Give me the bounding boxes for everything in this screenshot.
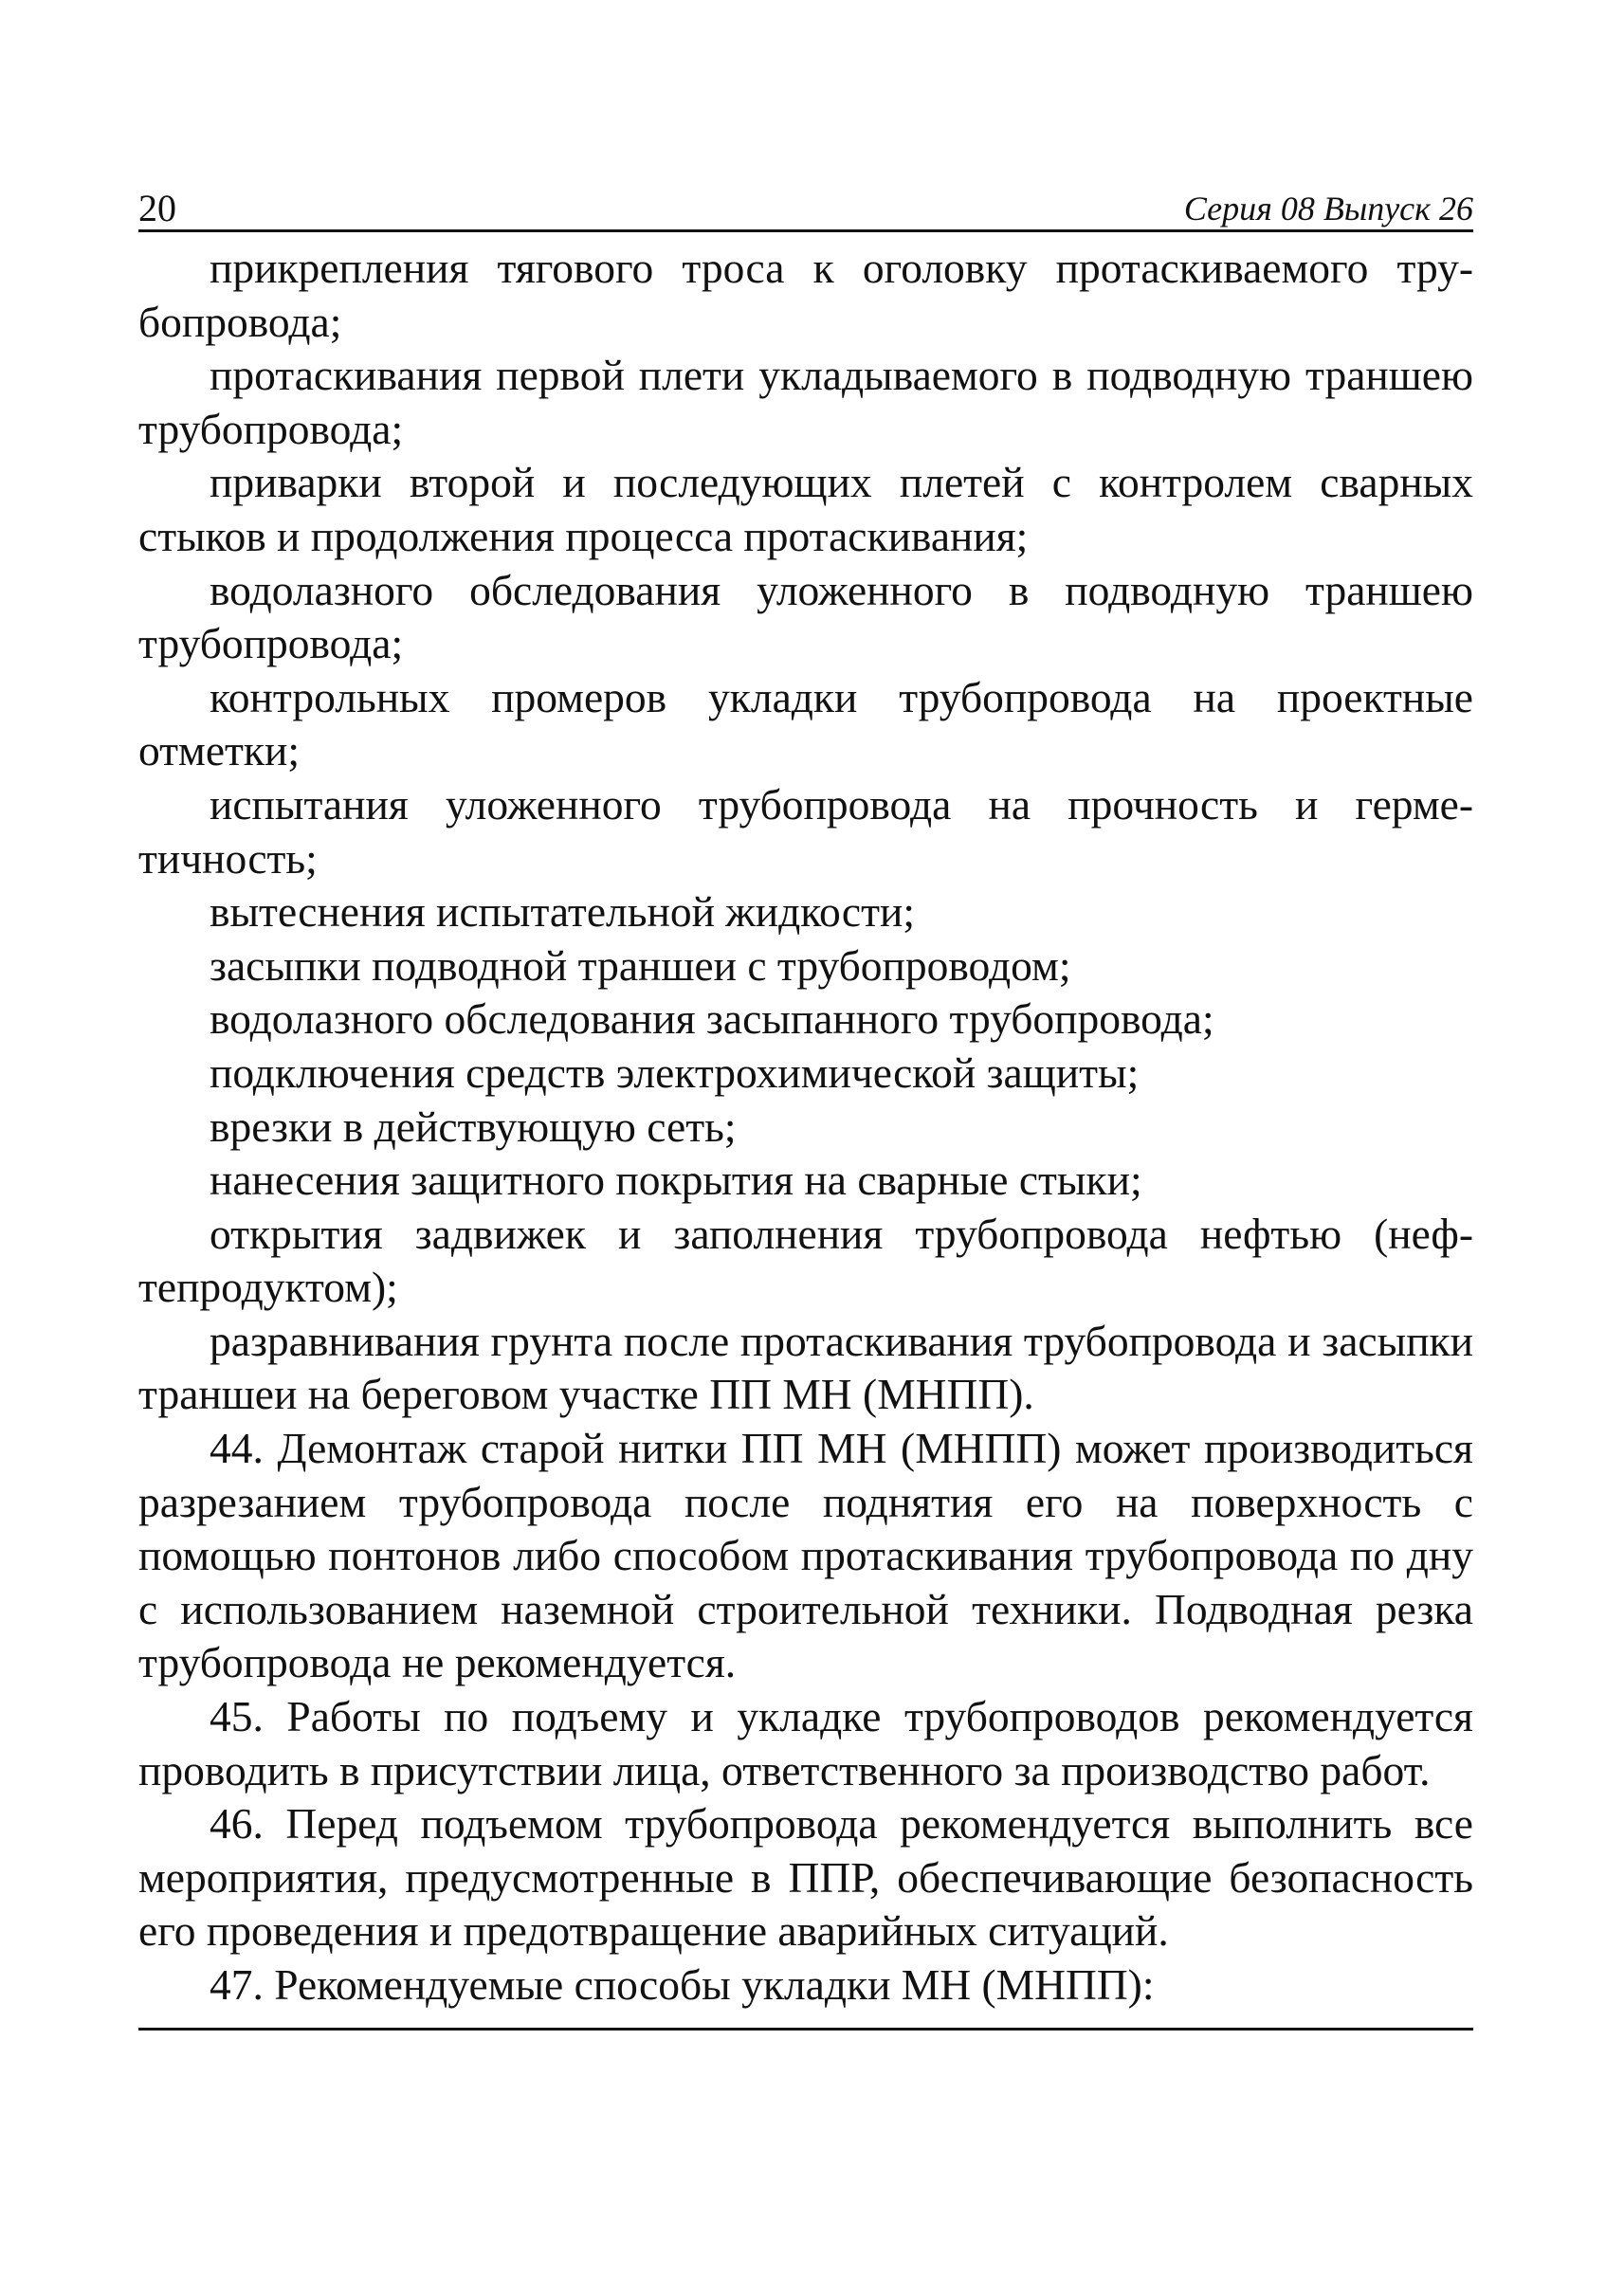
paragraph: прикрепления тягового троса к оголовку протаскиваемого трубопровода;: [138, 244, 1473, 346]
paragraph-44: 44. Демонтаж старой нитки ПП МН (МНПП) может производиться разрезанием трубопровода после поднятия его на поверхность с помощью понтонов либо способом протаскивания трубопровода по дну с использованием наземной строительной техники. Подводная резка трубопровода не рекомендуется.: [138, 1424, 1473, 1687]
paragraph: подключения средств электрохимической защиты;: [210, 1047, 1140, 1097]
paragraph: врезки в действующую сеть;: [210, 1102, 737, 1151]
paragraph: засыпки подводной траншеи с трубопроводом;: [210, 940, 1071, 990]
document-page: [138, 180, 1473, 2031]
paragraph-47: 47. Рекомендуемые способы укладки МН (МНПП):: [210, 1960, 1155, 2009]
paragraph-45: 45. Работы по подъему и укладке трубопроводов рекомендуется проводить в присутствии лица, ответственного за производство работ.: [138, 1692, 1473, 1794]
page-header: [138, 180, 1473, 232]
paragraph: водолазного обследования засыпанного трубопровода;: [210, 994, 1214, 1044]
paragraph: вытеснения испытательной жидкости;: [210, 887, 915, 937]
body-text: [138, 242, 1473, 2013]
paragraph: нанесения защитного покрытия на сварные стыки;: [210, 1156, 1142, 1205]
paragraph: разравнивания грунта после протаскивания трубопровода и засыпки траншеи на береговом участке ПП МН (МНПП).: [138, 1316, 1473, 1419]
series-title: Серия 08 Выпуск 26: [1183, 190, 1473, 228]
paragraph: открытия задвижек и заполнения трубопровода нефтью (нефтепродуктом);: [138, 1209, 1473, 1312]
page-number: 20: [138, 187, 176, 229]
paragraph: протаскивания первой плети укладываемого в подводную траншею трубопровода;: [138, 351, 1473, 453]
paragraph: приварки второй и последующих плетей с контролем сварных стыков и продолжения процесса протаскивания;: [138, 458, 1473, 560]
bottom-rule: [138, 2028, 1473, 2031]
paragraph: испытания уложенного трубопровода на прочность и герметичность;: [138, 779, 1473, 883]
paragraph-46: 46. Перед подъемом трубопровода рекомендуется выполнить все мероприятия, предусмотренные в ППР, обеспечивающие безопасность его проведения и предотвращение аварийных ситуаций.: [138, 1799, 1473, 1956]
paragraph: водолазного обследования уложенного в подводную траншею трубопровода;: [138, 565, 1473, 668]
paragraph: контрольных промеров укладки трубопровода на проектные отметки;: [138, 672, 1473, 775]
